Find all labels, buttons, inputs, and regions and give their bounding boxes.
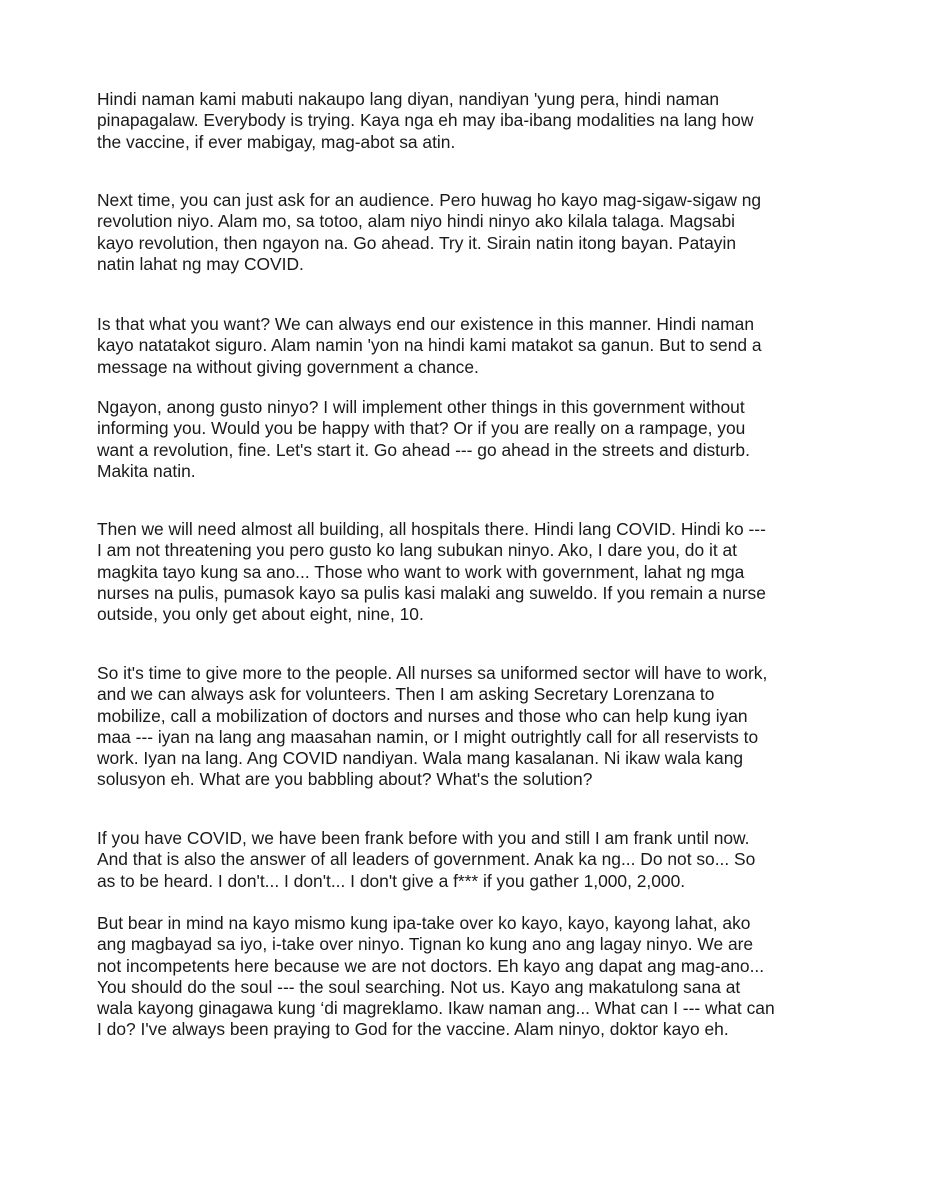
paragraph-2: Next time, you can just ask for an audience. Pero huwag ho kayo mag-sigaw-sigaw ng revolution niyo. Alam mo, sa totoo, alam niyo hindi ninyo ako kilala talaga. Magsabi kayo revolution, then ngayon na. Go ahead. Try it. Sirain natin itong bayan. Patayin natin lahat ng may COVID. xyxy=(97,190,762,274)
paragraph-8: But bear in mind na kayo mismo kung ipa-take over ko kayo, kayo, kayong lahat, ako ang magbayad sa iyo, i-take over ninyo. Tignan ko kung ano ang lagay ninyo. We are not incompetents here because we are not doctors. Eh kayo ang dapat ang mag-ano... You should do the soul --- the soul searching. Not us. Kayo ang makatulong sana at wala kayong ginagawa kung ‘di magreklamo. Ikaw naman ang... What can I --- what can I do? I've always been praying to God for the vaccine. Alam ninyo, doktor kayo eh. xyxy=(97,913,775,1040)
paragraph-1: Hindi naman kami mabuti nakaupo lang diyan, nandiyan 'yung pera, hindi naman pinapagalaw. Everybody is trying. Kaya nga eh may iba-ibang modalities na lang how the vaccine, if ever mabigay, mag-abot sa atin. xyxy=(97,89,754,152)
paragraph-6: So it's time to give more to the people. All nurses sa uniformed sector will have to work, and we can always ask for volunteers. Then I am asking Secretary Lorenzana to mobilize, call a mobilization of doctors and nurses and those who can help kung iyan maa --- iyan na lang ang maasahan namin, or I might outrightly call for all reservists to work. Iyan na lang. Ang COVID nandiyan. Wala mang kasalanan. Ni ikaw wala kang solusyon eh. What are you babbling about? What's the solution? xyxy=(97,663,768,790)
paragraph-3: Is that what you want? We can always end our existence in this manner. Hindi naman kayo natatakot siguro. Alam namin 'yon na hindi kami matakot sa ganun. But to send a message na without giving government a chance. xyxy=(97,314,762,377)
paragraph-5: Then we will need almost all building, all hospitals there. Hindi lang COVID. Hindi ko --- I am not threatening you pero gusto ko lang subukan ninyo. Ako, I dare you, do it at magkita tayo kung sa ano... Those who want to work with government, lahat ng mga nurses na pulis, pumasok kayo sa pulis kasi malaki ang suweldo. If you remain a nurse outside, you only get about eight, nine, 10. xyxy=(97,519,766,625)
paragraph-4: Ngayon, anong gusto ninyo? I will implement other things in this government without informing you. Would you be happy with that? Or if you are really on a rampage, you want a revolution, fine. Let's start it. Go ahead --- go ahead in the streets and disturb. Makita natin. xyxy=(97,397,750,481)
paragraph-7: If you have COVID, we have been frank before with you and still I am frank until now. And that is also the answer of all leaders of government. Anak ka ng... Do not so... So as to be heard. I don't... I don't... I don't give a f*** if you gather 1,000, 2,000. xyxy=(97,828,756,891)
